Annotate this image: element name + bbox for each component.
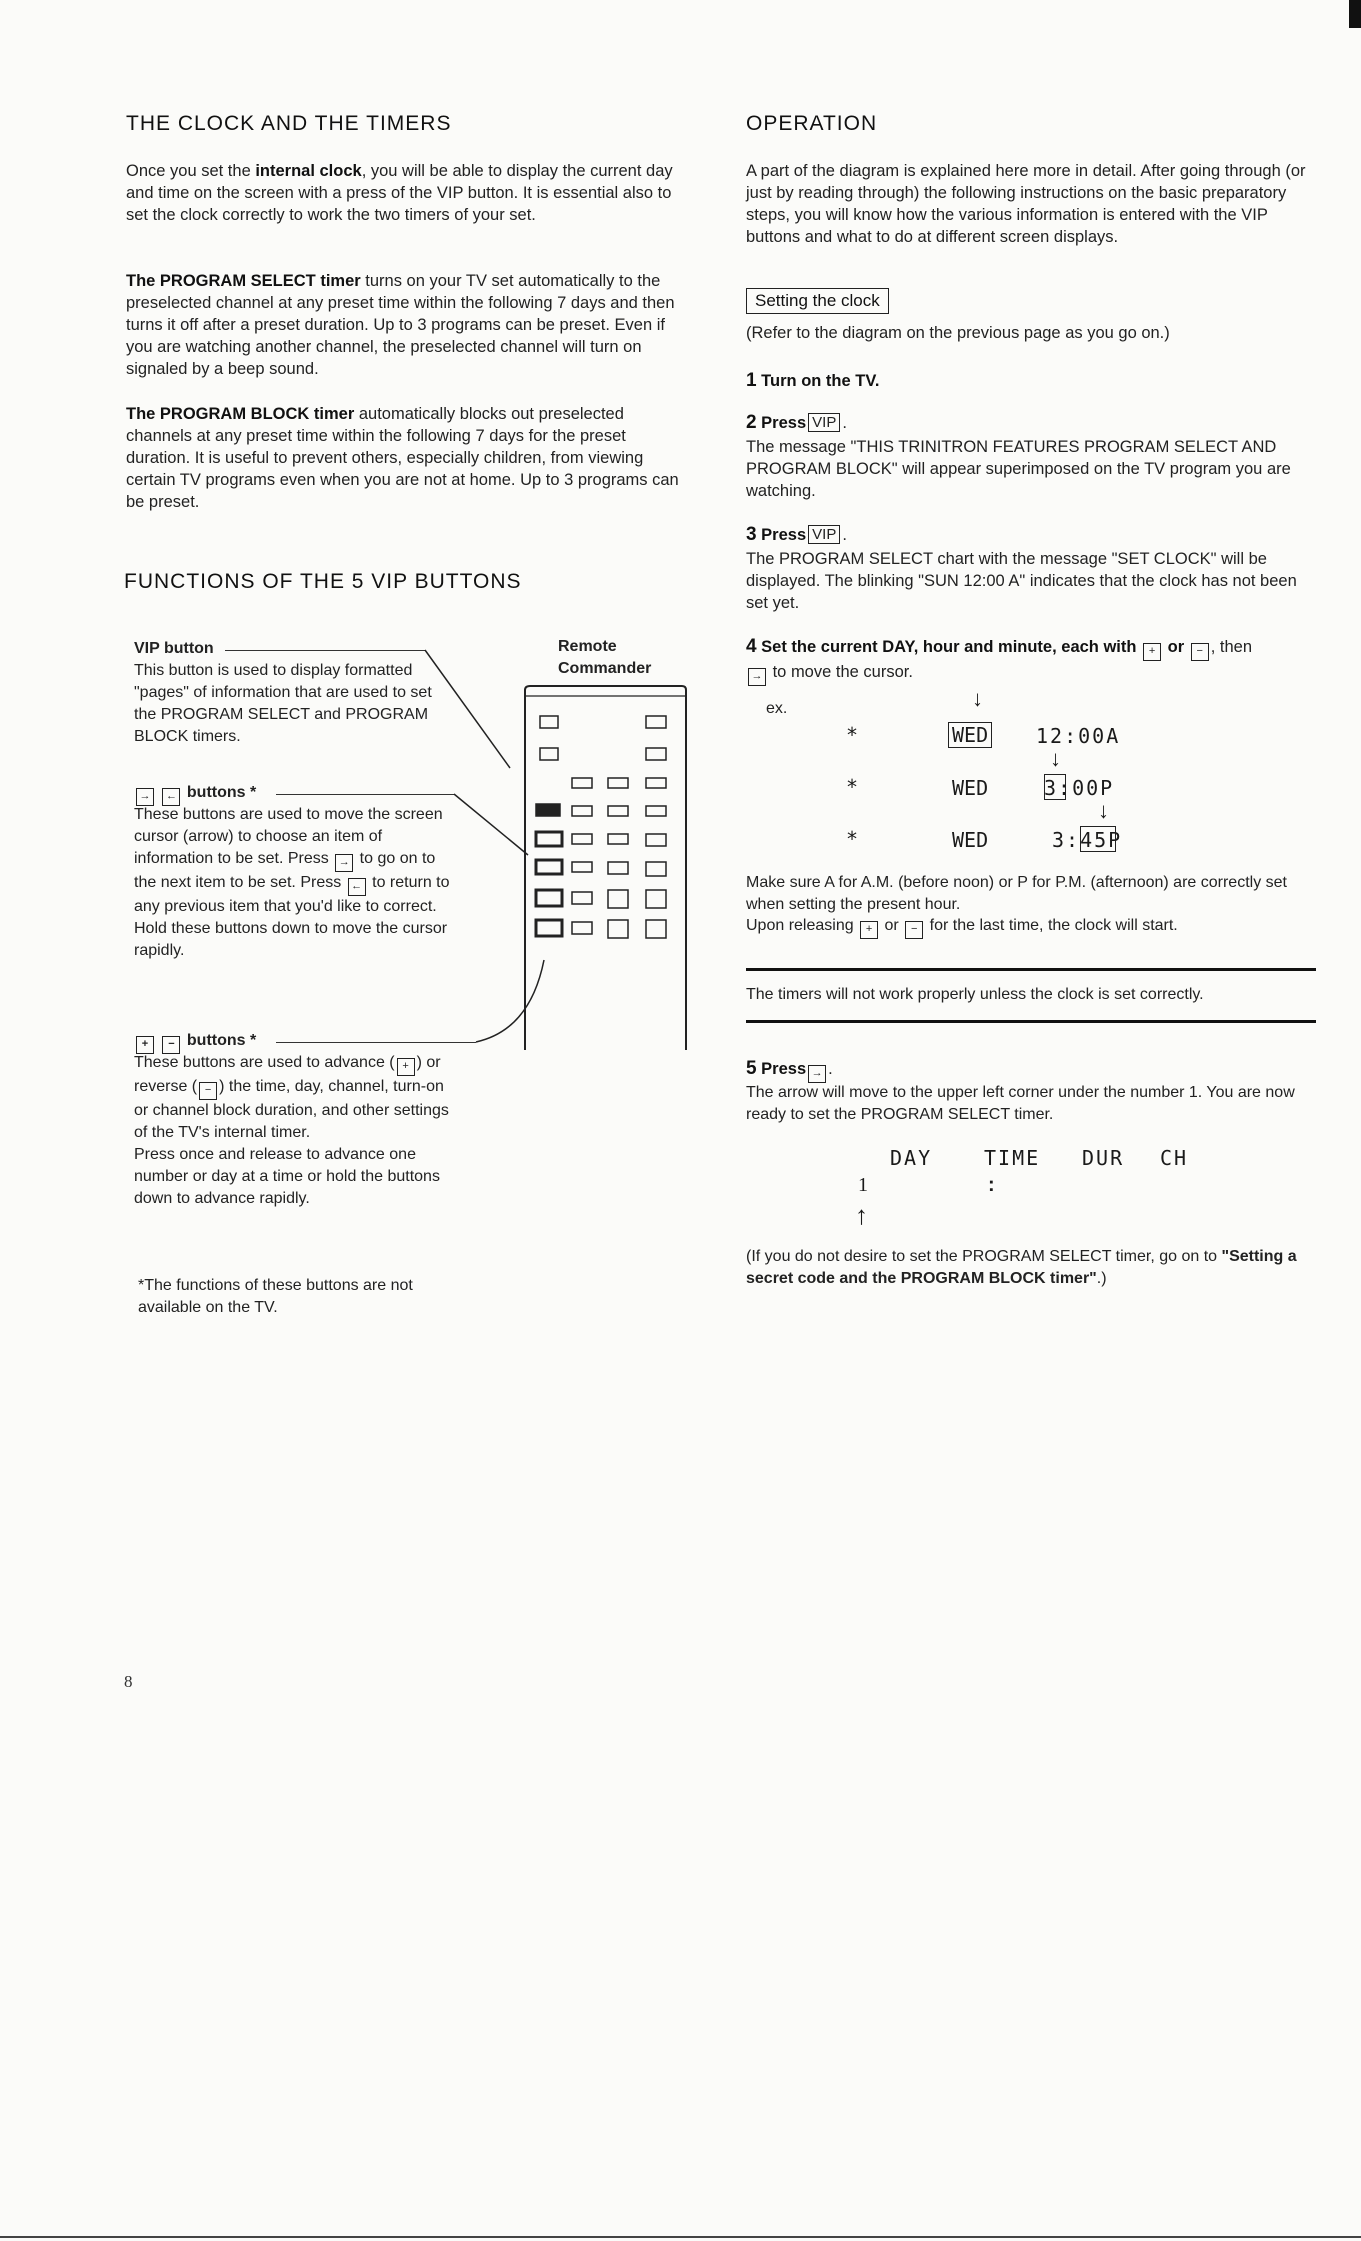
remote-button [572, 862, 592, 872]
down-arrow-icon: ↓ [972, 686, 983, 711]
cursor-buttons-description [134, 804, 454, 962]
step-4-number: 4 [746, 636, 757, 657]
example-time-2: 3:00P [1044, 776, 1115, 800]
timer-warning: The timers will not work properly unless the clock is set correctly. [746, 986, 1204, 1003]
up-arrow-icon: ↑ [855, 1200, 868, 1230]
clock-intro-paragraph [126, 160, 694, 226]
upon-post: for the last time, the clock will start. [929, 917, 1178, 934]
program-block-paragraph [126, 403, 694, 513]
remote-commander-diagram [420, 640, 700, 1060]
example-row-2 [846, 774, 858, 800]
plusminus-buttons-label: buttons * [186, 1032, 257, 1049]
example-label: ex. [766, 700, 788, 717]
remote-button [608, 920, 628, 938]
remote-button [608, 862, 628, 874]
upon-pre: Upon releasing [746, 917, 854, 934]
chart-row-number: 1 [858, 1174, 868, 1196]
plus-icon: + [1143, 643, 1161, 661]
cursor-text-1: These buttons are used to move the screen cursor (arrow) to choose an item of information to be set. Press [134, 806, 443, 867]
cursor-next-icon-inline: → [335, 854, 353, 872]
page-number: 8 [124, 1672, 133, 1691]
program-block-text: automatically blocks out preselected channels at any preset time within the following 7 days for the preset duration. It is useful to prevent others, especially children, from viewing certain TV programs even when you are not at home. Up to 3 programs can be preset. [126, 405, 679, 511]
step-2-heading: 2 Press VIP . [746, 412, 847, 433]
plusminus-text-1: These buttons are used to advance [134, 1054, 385, 1071]
remote-button [540, 748, 558, 760]
upon-releasing-note [746, 915, 1316, 939]
cursor-next-icon: → [808, 1065, 826, 1083]
cursor-button-highlight [536, 860, 562, 874]
step-4-instruction: Set the current DAY, hour and minute, each with [761, 638, 1137, 656]
step-3-heading: 3 Press VIP . [746, 524, 847, 545]
closing-pre: (If you do not desire to set the PROGRAM SELECT timer, go on to [746, 1248, 1222, 1265]
example-star: * [846, 775, 859, 799]
vip-pointer-line [425, 650, 510, 768]
step-1-number: 1 [746, 370, 757, 391]
remote-button [608, 806, 628, 816]
step-2-text: The message "THIS TRINITRON FEATURES PROGRAM SELECT AND PROGRAM BLOCK" will appear superimposed on the TV program you are watching. [746, 438, 1291, 500]
refer-note: (Refer to the diagram on the previous page as you go on.) [746, 324, 1170, 342]
plus-icon-inline: + [397, 1058, 415, 1076]
vip-key: VIP [808, 525, 840, 544]
remote-outline [525, 686, 686, 1050]
minus-icon: − [1191, 643, 1209, 661]
operation-intro: A part of the diagram is explained here more in detail. After going through (or just by reading through) the following instructions on the basic preparatory steps, you will know how the various information is entered with the VIP buttons and what to do at different screen displays. [746, 162, 1306, 246]
remote-button [572, 922, 592, 934]
example-day-2: WED [952, 776, 989, 800]
clock-intro-post: , you will be able to display the current day and time on the screen with a press of the VIP button. It is essential also to set the clock correctly to work the two timers of your set. [126, 162, 673, 224]
functions-heading: FUNCTIONS OF THE 5 VIP BUTTONS [124, 570, 522, 593]
upon-or: or [884, 917, 899, 934]
cursor-buttons-label: buttons * [186, 784, 257, 801]
remote-button [646, 920, 666, 938]
operation-heading: OPERATION [746, 112, 878, 135]
plus-icon-inline: + [860, 921, 878, 939]
warning-bottom-rule [746, 1020, 1316, 1023]
step-1 [746, 370, 879, 392]
clock-intro-pre: Once you set the [126, 162, 256, 180]
closing-note [746, 1246, 1316, 1290]
chart-header-day: DAY [890, 1146, 933, 1170]
chart-header-dur: DUR [1082, 1146, 1125, 1170]
step-1-text: Turn on the TV. [761, 372, 880, 390]
minus-icon-inline: − [905, 921, 923, 939]
remote-button [608, 778, 628, 788]
plusminus-buttons-heading [134, 1030, 256, 1054]
remote-button [646, 834, 666, 846]
step-5-press: Press [761, 1060, 807, 1078]
plusminus-text-2: or reverse [134, 1054, 441, 1095]
remote-button [646, 862, 666, 876]
program-select-paragraph [126, 270, 694, 380]
vip-leader-line [225, 650, 425, 651]
minute-cursor-box [1080, 826, 1116, 852]
example-time-1: 12:00A [1036, 724, 1121, 748]
vip-key: VIP [808, 413, 840, 432]
chart-header-time: TIME [984, 1146, 1041, 1170]
minus-button-highlight [536, 920, 562, 936]
program-block-term: The PROGRAM BLOCK timer [126, 405, 355, 423]
plusminus-text-3: the time, day, channel, turn-on or channel block duration, and other settings of the TV's internal timer. [134, 1078, 449, 1141]
example-day-3: WED [952, 828, 989, 852]
remote-button [646, 890, 666, 908]
example-time-3: 3:45P [1052, 828, 1123, 852]
hour-cursor-box [1044, 774, 1066, 800]
step-5-heading: 5 Press → . [746, 1058, 833, 1083]
step-3-press: Press [761, 526, 807, 544]
remote-button [572, 834, 592, 844]
am-pm-note: Make sure A for A.M. (before noon) or P for P.M. (afternoon) are correctly set when setting the present hour. [746, 874, 1287, 913]
remote-label-line-1: Remote [558, 638, 617, 655]
plus-icon: + [136, 1036, 154, 1054]
minus-icon: − [162, 1036, 180, 1054]
plusminus-pointer-line [476, 960, 544, 1042]
example-star: * [846, 723, 859, 747]
vip-button-label: VIP button [134, 640, 214, 657]
example-row-1 [846, 722, 858, 748]
down-arrow-icon: ↓ [1098, 798, 1109, 823]
remote-button [572, 892, 592, 904]
program-select-term: The PROGRAM SELECT timer [126, 272, 361, 290]
page-edge-mark [1349, 0, 1361, 28]
cursor-next-icon: → [136, 788, 154, 806]
example-day-1: WED [948, 722, 992, 748]
step-3-text: The PROGRAM SELECT chart with the message "SET CLOCK" will be displayed. The blinking "SUN 12:00 A" indicates that the clock has not been set yet. [746, 550, 1297, 612]
remote-button [646, 806, 666, 816]
cursor-back-icon: ← [162, 788, 180, 806]
setting-clock-box [746, 288, 889, 314]
step-5-number: 5 [746, 1058, 757, 1079]
minus-icon-inline: − [199, 1082, 217, 1100]
chart-header-ch: CH [1160, 1146, 1189, 1170]
remote-button [646, 778, 666, 788]
step-3-number: 3 [746, 524, 757, 545]
step-2-number: 2 [746, 412, 757, 433]
cursor-pointer-line [454, 794, 528, 855]
remote-button [646, 748, 666, 760]
step-2-press: Press [761, 414, 807, 432]
plusminus-text-4: Press once and release to advance one number or day at a time or hold the buttons down to advance rapidly. [134, 1146, 440, 1207]
plus-button-highlight [536, 890, 562, 906]
step-4-tail: to move the cursor. [772, 663, 913, 681]
cursor-next-icon: → [748, 668, 766, 686]
remote-button [540, 716, 558, 728]
closing-post: .) [1096, 1270, 1107, 1287]
closing-bold: "Setting a secret code and the PROGRAM BLOCK timer" [746, 1248, 1297, 1287]
step-4-heading [746, 636, 1316, 686]
page-bottom-edge [0, 2236, 1361, 2238]
cursor-text-3: to return to any previous item that you'd like to correct. Hold these buttons down to move the cursor rapidly. [134, 874, 450, 959]
plusminus-buttons-description: These buttons are used to advance ( + ) or reverse ( − ) the time, day, channel, turn-on or channel block duration, and other settings of the TV's internal timer. Press once and release to advance one number or day at a time or hold the buttons down to advance rapidly. [134, 1052, 452, 1210]
cursor-text-2: to go on to the next item to be set. Press [134, 850, 436, 891]
internal-clock-term: internal clock [255, 162, 362, 180]
example-row-3 [846, 826, 858, 852]
warning-top-rule [746, 968, 1316, 971]
down-arrow-icon: ↓ [1050, 746, 1061, 771]
example-star: * [846, 827, 859, 851]
remote-button [608, 834, 628, 844]
vip-button-highlight [536, 804, 560, 816]
cursor-button-highlight [536, 832, 562, 846]
vip-button-description: This button is used to display formatted "pages" of information that are used to set the PROGRAM SELECT and PROGRAM BLOCK timers. [134, 662, 432, 745]
clock-timers-heading: THE CLOCK AND THE TIMERS [126, 112, 452, 135]
chart-time-colon: : [988, 1174, 995, 1196]
setting-clock-title: Setting the clock [755, 291, 880, 310]
remote-label-line-2: Commander [558, 660, 652, 677]
remote-button [572, 778, 592, 788]
step-4-or: or [1167, 638, 1185, 656]
remote-button [572, 806, 592, 816]
step-4-then: , then [1210, 638, 1253, 656]
program-select-text: turns on your TV set automatically to the preselected channel at any preset time within the following 7 days and then turns it off after a preset duration. Up to 3 programs can be preset. Even if you are watching another channel, the preselected channel will turn on signaled by a beep sound. [126, 272, 675, 378]
cursor-back-icon-inline: ← [348, 878, 366, 896]
remote-button [646, 716, 666, 728]
step-5-text: The arrow will move to the upper left corner under the number 1. You are now ready to set the PROGRAM SELECT timer. [746, 1084, 1295, 1123]
remote-button [608, 890, 628, 908]
footnote: *The functions of these buttons are not available on the TV. [138, 1277, 413, 1316]
cursor-buttons-heading [134, 782, 256, 806]
